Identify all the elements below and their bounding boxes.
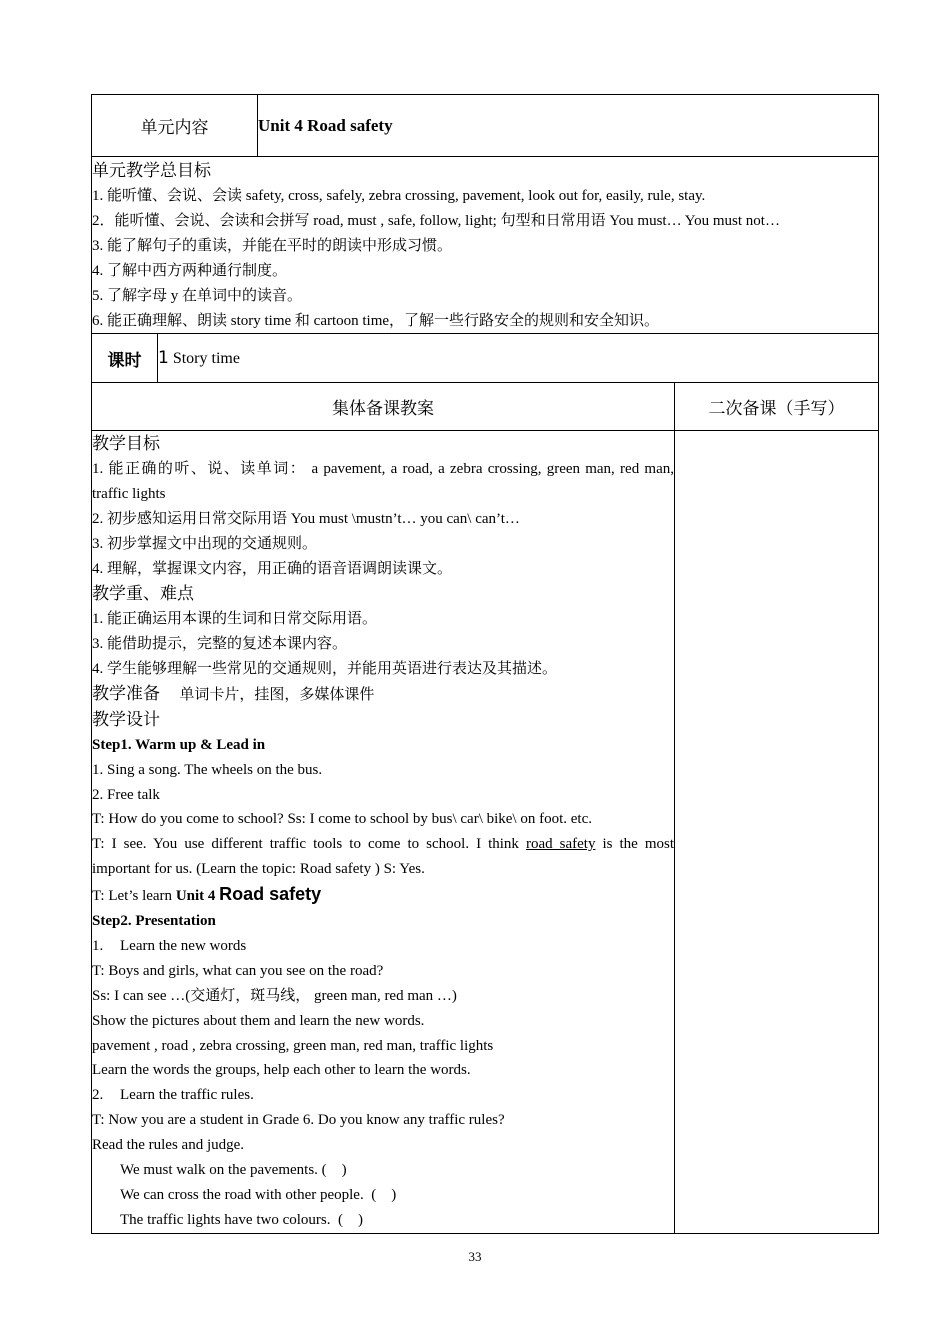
step1-line-1: 1. Sing a song. The wheels on the bus. [92,761,323,778]
keypoint-item-1: 1. 能正确运用本课的生词和日常交际用语。 [92,610,378,627]
step2-line-2: T: Boys and girls, what can you see on the road? [92,962,384,979]
design-heading: 教学设计 [92,709,160,730]
lesson-plan-cell [92,431,675,1233]
lesson-number: 1 [158,348,169,369]
unit-goals-row [92,157,879,334]
step2-line-5: pavement , road , zebra crossing, green man, red man, traffic lights [92,1037,494,1054]
goal-item-3: 3. 能了解句子的重读，并能在平时的朗读中形成习惯。 [92,237,453,254]
step1-line-4 [92,832,674,882]
lesson-title: Story time [172,350,240,368]
step2-heading: Step2. Presentation [92,913,216,930]
goals-heading: 单元教学总目标 [92,161,211,181]
rule-judge-1: We must walk on the pavements. ( ) [120,1162,347,1179]
goal-item-2: 2．能听懂、会说、会读和会拼写 road, must , safe, follow, light; 句型和日常用语 You must… You must not… [92,212,780,229]
step2-line-8: T: Now you are a student in Grade 6. Do you know any traffic rules? [92,1112,505,1129]
objective-item-3: 3. 初步掌握文中出现的交通规则。 [92,536,318,553]
objective-item-1: 1. 能正确的听、说、读单词： a pavement, a road, a zebra crossing, green man, red man, traffic lights [92,461,674,503]
step2-line-1-text: Learn the new words [120,937,247,954]
step1-line-4-b: is the most important for us. (Learn the topic: Road safety ) S: Yes. [92,836,675,878]
goal-item-6: 6. 能正确理解、朗读 story time 和 cartoon time，了解一些行路安全的规则和安全知识。 [92,312,660,329]
goal-item-5: 5. 了解字母 y 在单词中的读音。 [92,287,303,304]
step2-line-9: Read the rules and judge. [92,1137,245,1154]
step2-line-1 [92,934,674,959]
step1-line-5-unit: Unit 4 [175,888,220,905]
lesson-row [92,334,879,383]
objective-item-2: 2. 初步感知运用日常交际用语 You must \mustn’t… you can\ can’t… [92,511,520,528]
step1-line-5 [92,882,674,909]
step1-line-5-a: T: Let’s learn [92,888,176,905]
step2-line-7-text: Learn the traffic rules. [120,1087,254,1104]
goal-item-4: 4. 了解中西方两种通行制度。 [92,262,288,279]
prep-line [92,682,674,708]
prep-heading: 教学准备 [92,683,160,704]
objective-item-4: 4. 理解，掌握课文内容，用正确的语音语调朗读课文。 [92,561,453,578]
step1-line-2: 2. Free talk [92,786,160,803]
step2-line-7 [92,1083,674,1108]
lesson-cell [158,334,879,383]
keypoint-item-2: 3. 能借助提示，完整的复述本课内容。 [92,635,348,652]
unit-goals-cell [92,157,879,334]
handwritten-notes-cell[interactable] [675,431,879,1233]
road-safety-underlined: road safety [525,836,596,853]
step2-line-4: Show the pictures about them and learn the new words. [92,1012,425,1029]
page-number: 33 [468,1249,482,1264]
step2-line-7-num: 2. [92,1087,104,1104]
rule-judge-2: We can cross the road with other people. ( ) [120,1187,397,1203]
step1-line-5-topic: Road safety [219,884,322,905]
step1-line-3: T: How do you come to school? Ss: I come to school by bus\ car\ bike\ on foot. etc. [92,811,592,828]
column-header-left: 集体备课教案 [92,383,675,431]
rule-judge-3: The traffic lights have two colours. ( ) [120,1211,363,1228]
lesson-label: 课时 [92,334,158,383]
column-header-row [92,383,879,431]
keypoints-heading: 教学重、难点 [92,583,194,604]
keypoint-item-3: 4. 学生能够理解一些常见的交通规则，并能用英语进行表达及其描述。 [92,660,558,677]
unit-row [92,95,879,157]
objectives-heading: 教学目标 [92,434,160,455]
step2-line-3: Ss: I can see …(交通灯，斑马线， green man, red man …) [92,987,457,1004]
step1-heading: Step1. Warm up & Lead in [92,736,266,753]
step1-line-4-a: T: I see. You use different traffic tools to come to school. I think [92,836,526,853]
step2-line-6: Learn the words the groups, help each other to learn the words. [92,1062,471,1079]
lesson-plan-table [91,94,879,1234]
step2-line-1-num: 1. [92,937,104,954]
column-header-right: 二次备课（手写） [675,383,879,431]
goal-item-1: 1. 能听懂、会说、会读 safety, cross, safely, zebra crossing, pavement, look out for, easily, rule, stay. [92,188,706,204]
content-row [92,431,879,1233]
unit-title: Unit 4 Road safety [258,95,879,157]
unit-label: 单元内容 [92,95,258,157]
prep-text: 单词卡片，挂图，多媒体课件 [179,686,375,703]
